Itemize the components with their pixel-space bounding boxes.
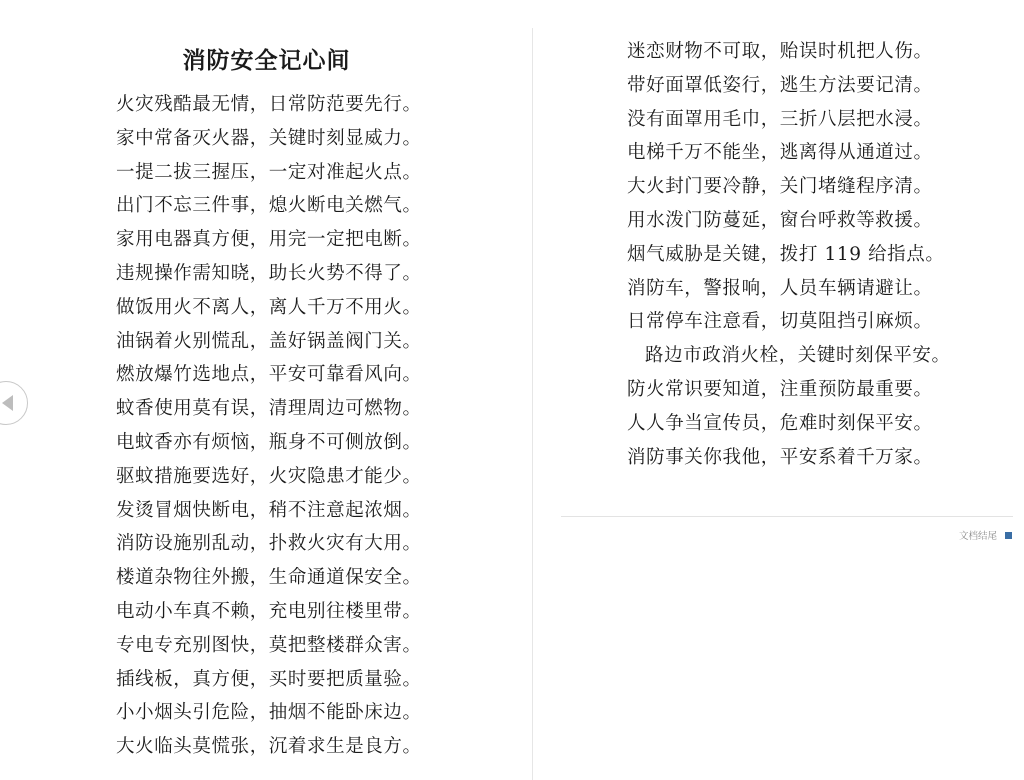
poem-line: 路边市政消火栓，关键时刻保平安。 [645,345,951,367]
poem-line: 迷恋财物不可取，贻误时机把人伤。 [627,41,933,62]
square-marker-icon [1005,532,1012,539]
poem-lines-right [627,35,951,474]
poem-line: 蚊香使用莫有误，清理周边可燃物。 [116,398,422,420]
poem-line: 插线板，真方便，买时要把质量验。 [116,668,422,690]
chevron-left-icon [2,395,13,411]
poem-line: 小小烟头引危险，抽烟不能卧床边。 [116,702,422,724]
poem-line: 人人争当宣传员，危难时刻保平安。 [627,412,933,434]
document-page-right [533,0,1024,780]
end-of-document-label: 文档结尾 [958,531,997,542]
poem-line: 驱蚊措施要选好，火灾隐患才能少。 [116,465,422,487]
poem-line: 消防设施别乱动，扑救火灾有大用。 [116,533,422,555]
poem-line: 做饭用火不离人，离人千万不用火。 [116,296,422,318]
poem-lines-left [116,88,422,764]
end-of-document-rule [561,516,1013,517]
poem-line: 火灾残酷最无情，日常防范要先行。 [116,94,422,115]
poem-line: 防火常识要知道，注重预防最重要。 [627,378,933,400]
poem-line: 楼道杂物往外搬，生命通道保安全。 [116,567,422,589]
poem-line: 出门不忘三件事，熄火断电关燃气。 [116,195,422,217]
poem-line: 电梯千万不能坐，逃离得从通道过。 [627,142,933,164]
poem-line: 日常停车注意看，切莫阻挡引麻烦。 [627,311,933,333]
poem-line: 带好面罩低姿行，逃生方法要记清。 [627,74,933,96]
poem-line: 消防车，警报响，人员车辆请避让。 [627,277,933,299]
poem-line: 专电专充别图快，莫把整楼群众害。 [116,634,422,656]
poem-line: 没有面罩用毛巾，三折八层把水浸。 [627,108,933,130]
poem-line: 油锅着火别慌乱，盖好锅盖阀门关。 [116,330,422,352]
poem-line: 燃放爆竹选地点，平安可靠看风向。 [116,364,422,386]
poem-line: 家用电器真方便，用完一定把电断。 [116,229,422,251]
poem-line: 一提二拔三握压，一定对准起火点。 [116,161,422,183]
poem-line: 发烫冒烟快断电，稍不注意起浓烟。 [116,499,422,521]
document-title: 消防安全记心间 [182,47,351,74]
poem-line: 电蚊香亦有烦恼，瓶身不可侧放倒。 [116,431,422,453]
poem-line: 大火封门要冷静，关门堵缝程序清。 [627,176,933,198]
poem-line: 用水泼门防蔓延，窗台呼救等救援。 [627,209,933,231]
poem-line: 消防事关你我他，平安系着千万家。 [627,446,933,468]
poem-line: 大火临头莫慌张，沉着求生是良方。 [116,736,422,758]
poem-line: 违规操作需知晓，助长火势不得了。 [116,262,422,284]
poem-line: 家中常备灭火器，关键时刻显威力。 [116,127,422,149]
poem-line: 电动小车真不赖，充电别往楼里带。 [116,600,422,622]
end-of-document-marker [959,528,1012,542]
poem-line: 烟气威胁是关键，拨打 119 给指点。 [627,243,945,265]
